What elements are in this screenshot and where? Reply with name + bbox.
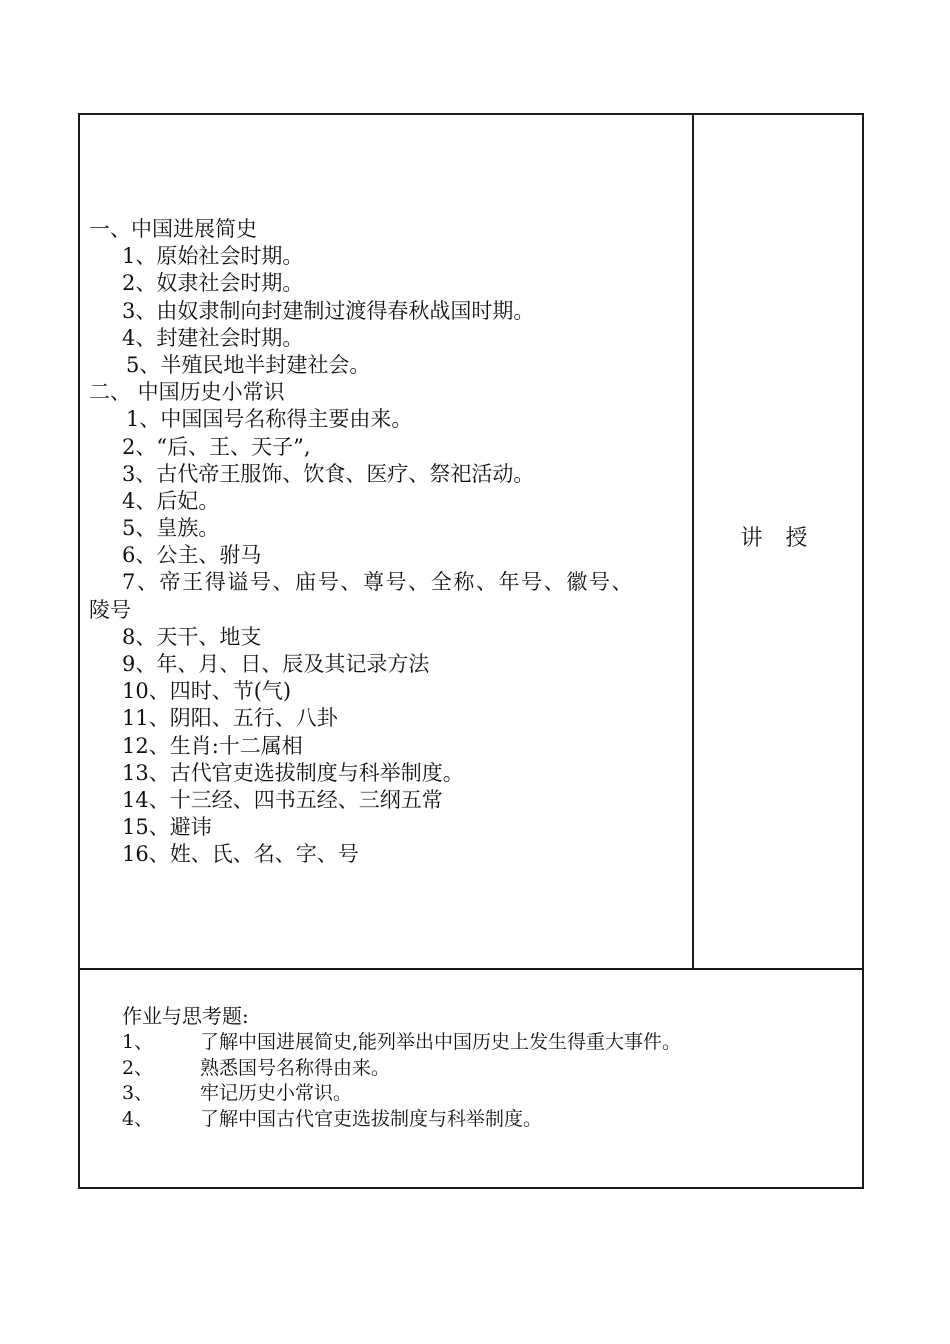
teaching-method: 讲 授 xyxy=(740,526,816,551)
section-1-item: 2、奴隶社会时期。 xyxy=(122,271,304,296)
section-2-item-continuation: 陵号 xyxy=(89,597,131,622)
section-2-item: 12、生肖:十二属相 xyxy=(122,733,303,758)
section-1-item: 3、由奴隶制向封建制过渡得春秋战国时期。 xyxy=(122,298,535,323)
homework-item-number: 3、 xyxy=(122,1082,154,1104)
content-row xyxy=(80,115,862,970)
section-2-item: 2、“后、王、天子”, xyxy=(122,434,311,459)
section-2-item: 5、皇族。 xyxy=(122,516,220,541)
method-cell xyxy=(694,115,862,968)
section-2-item: 10、四时、节(气) xyxy=(122,679,292,704)
homework-section xyxy=(122,1003,842,1132)
content-cell xyxy=(80,115,694,968)
homework-item-text: 牢记历史小常识。 xyxy=(200,1082,353,1104)
section-1-title: 一、中国进展简史 xyxy=(89,217,257,241)
homework-title: 作业与思考题: xyxy=(122,1004,249,1028)
section-1-item: 4、封建社会时期。 xyxy=(122,325,304,350)
section-2-item: 4、后妃。 xyxy=(122,488,220,513)
section-2-item: 6、公主、驸马 xyxy=(122,543,262,568)
homework-item-number: 2、 xyxy=(122,1056,154,1079)
lesson-table xyxy=(78,113,864,1189)
homework-item xyxy=(122,1107,842,1133)
section-2-item: 11、阴阳、五行、八卦 xyxy=(122,706,338,731)
outline xyxy=(89,216,689,869)
homework-item xyxy=(122,1081,842,1107)
homework-item xyxy=(122,1030,842,1056)
homework-item-number: 4、 xyxy=(122,1107,154,1130)
homework-row xyxy=(80,970,862,1187)
section-2-item: 15、避讳 xyxy=(122,815,212,840)
homework-item-number: 1、 xyxy=(122,1031,154,1053)
homework-item-text: 熟悉国号名称得由来。 xyxy=(200,1056,391,1079)
section-2-item: 3、古代帝王服饰、饮食、医疗、祭祀活动。 xyxy=(122,461,535,486)
section-2-item: 7、帝王得谥号、庙号、尊号、全称、年号、徽号、 xyxy=(122,570,635,595)
section-1-item: 1、原始社会时期。 xyxy=(122,244,304,269)
section-2-item: 8、天干、地支 xyxy=(122,624,262,649)
section-2-item: 1、中国国号名称得主要由来。 xyxy=(126,407,413,432)
section-2-item: 13、古代官吏选拔制度与科举制度。 xyxy=(122,760,464,785)
section-1-item: 5、半殖民地半封建社会。 xyxy=(126,352,371,377)
homework-item-text: 了解中国古代官吏选拔制度与科举制度。 xyxy=(200,1107,543,1130)
section-2-item: 9、年、月、日、辰及其记录方法 xyxy=(122,652,430,676)
homework-item xyxy=(122,1056,842,1082)
section-2-item: 14、十三经、四书五经、三纲五常 xyxy=(122,787,443,812)
section-2-title: 二、 中国历史小常识 xyxy=(89,380,285,405)
section-2-item: 16、姓、氏、名、字、号 xyxy=(122,842,359,867)
homework-item-text: 了解中国进展简史,能列举出中国历史上发生得重大事件。 xyxy=(200,1031,682,1053)
